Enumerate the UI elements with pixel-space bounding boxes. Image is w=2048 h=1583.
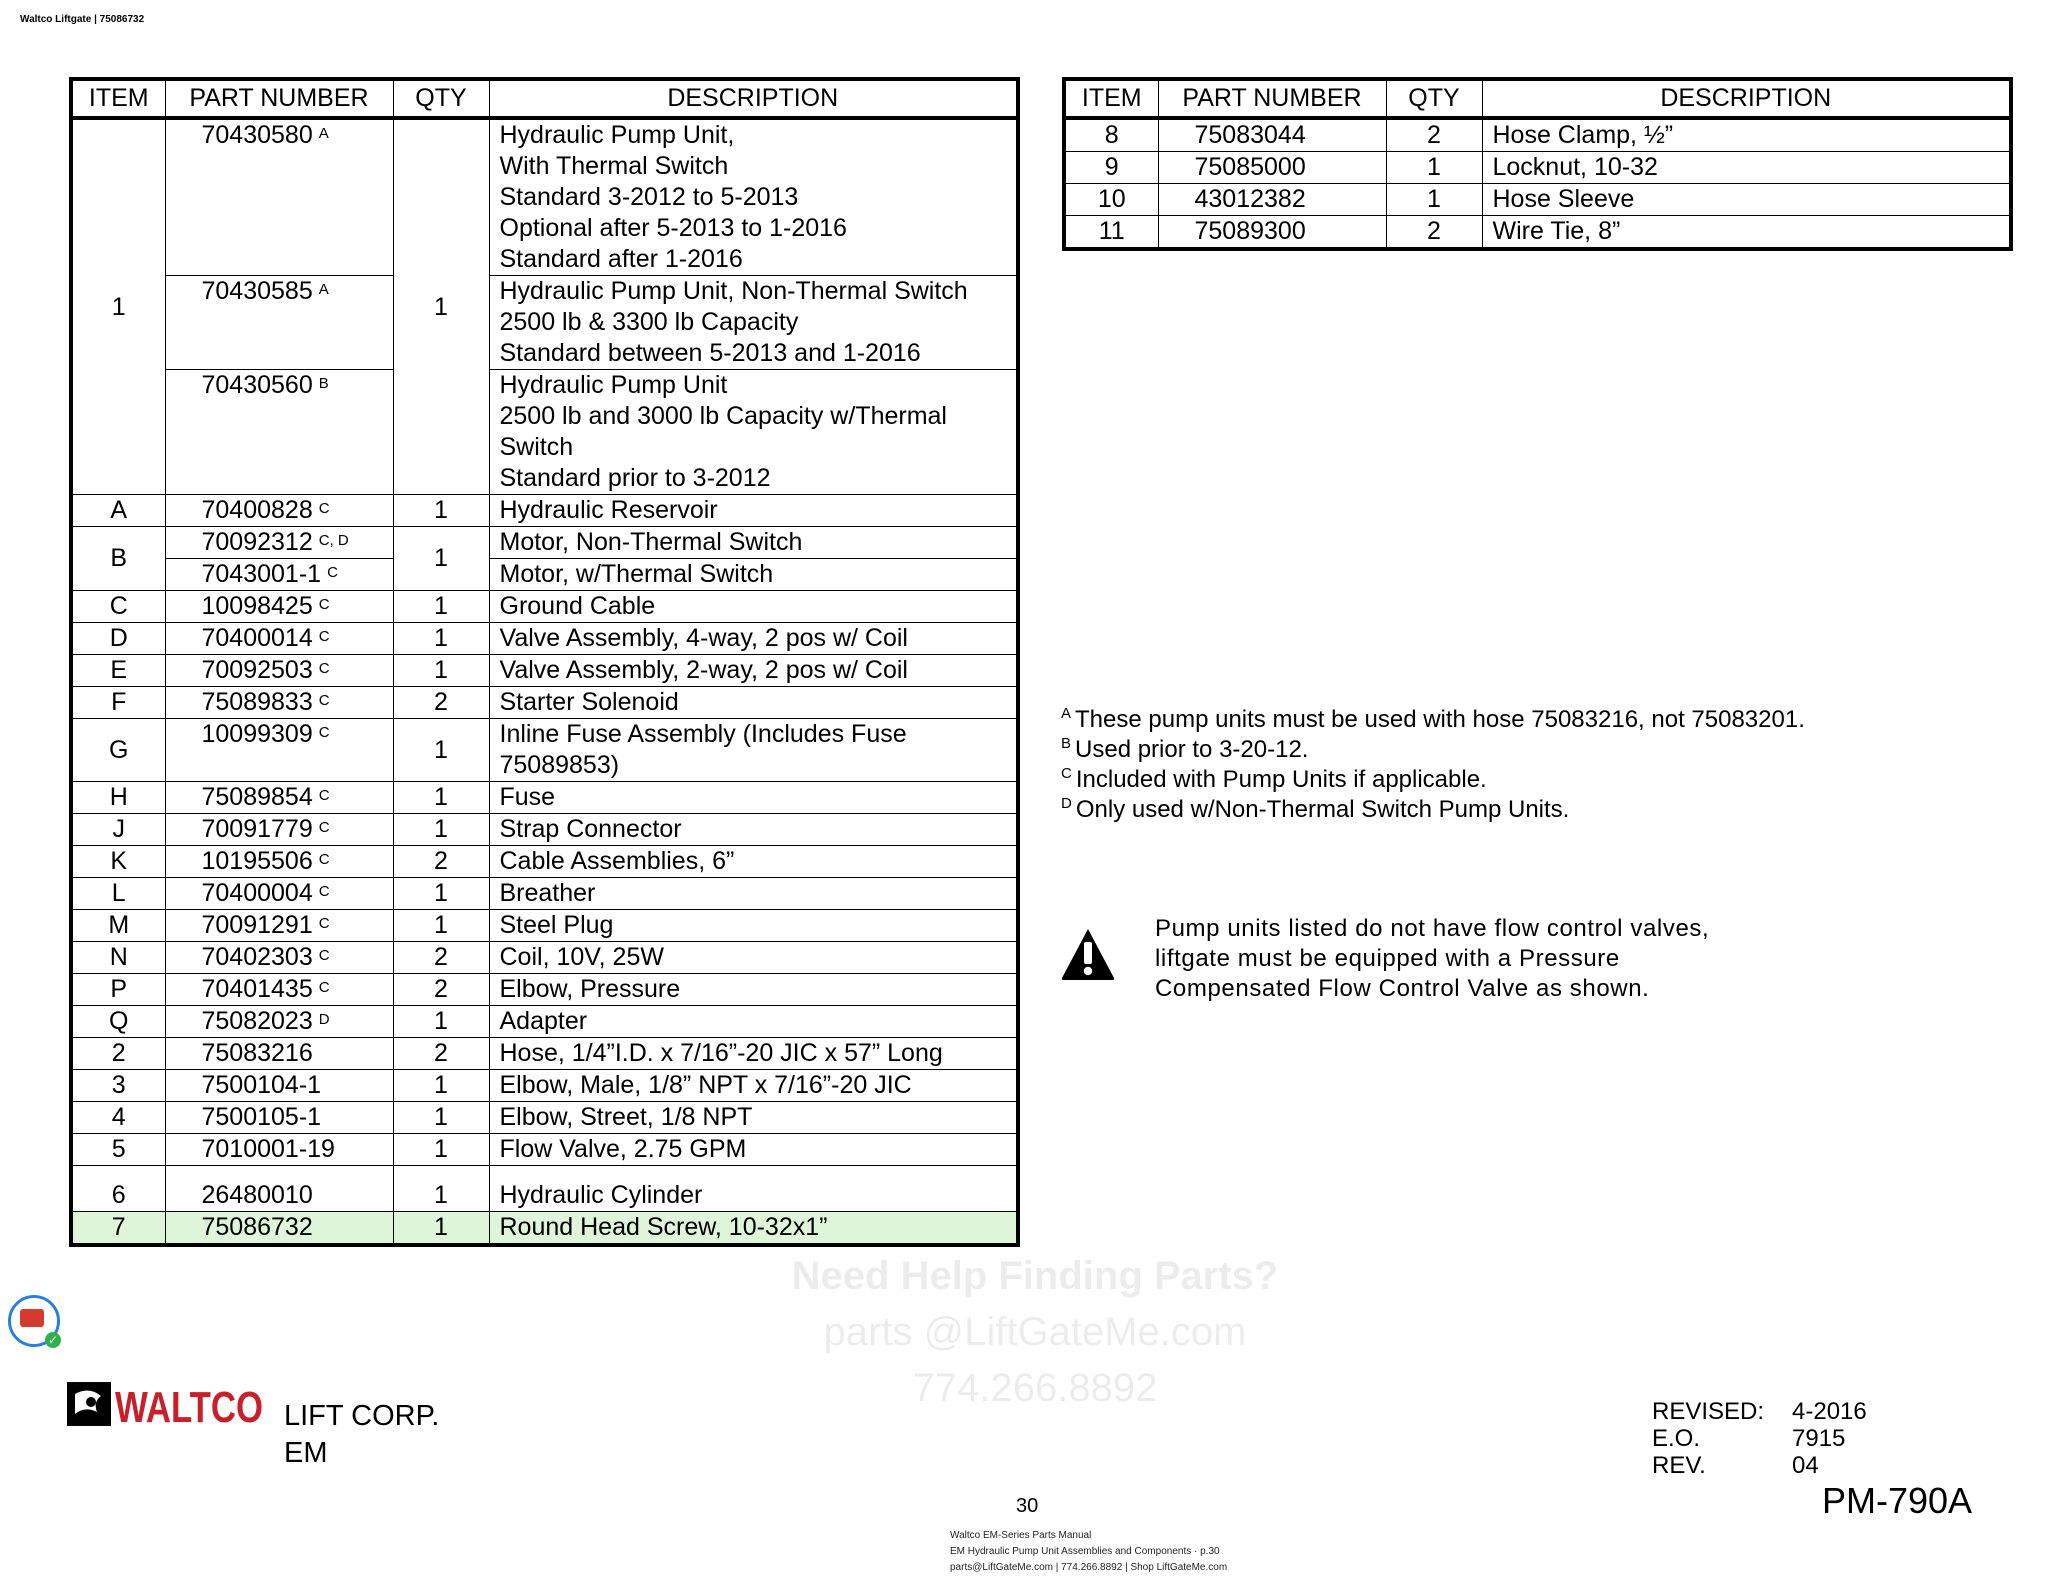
table-row (71, 1102, 1018, 1134)
item-cell: Q (71, 1006, 165, 1038)
part-number-cell: 43012382 (1158, 184, 1386, 216)
table-row (71, 782, 1018, 814)
footnote: $^D$ Only used w/Non-Thermal Switch Pump Units. (1061, 795, 1570, 823)
description-cell: Hydraulic Pump Unit, Non-Thermal Switch 2500 lb & 3300 lb Capacity Standard between 5-2013 and 1-2016 (489, 276, 1018, 370)
item-cell: 7 (71, 1212, 165, 1246)
qty-cell: 1 (393, 719, 489, 782)
watermark: Need Help Finding Parts? parts @LiftGateMe.com 774.266.8892 (791, 1254, 1279, 1410)
table-row (71, 942, 1018, 974)
check-icon: ✓ (45, 1332, 61, 1348)
qty-cell: 2 (1386, 216, 1482, 250)
description-cell: Coil, 10V, 25W (489, 942, 1018, 974)
part-number-cell: 7043001-1 $^C$ (165, 559, 393, 591)
revision-block (1652, 1398, 1867, 1479)
company-line-2: EM (284, 1437, 328, 1469)
description-cell: Locknut, 10-32 (1482, 152, 2011, 184)
qty-cell: 1 (393, 1166, 489, 1212)
footer (950, 1528, 1227, 1576)
part-number-cell: 70430560 $^B$ (165, 370, 393, 495)
table-header-row (1064, 79, 2011, 118)
table-row (71, 527, 1018, 559)
part-number-cell: 70430585 $^A$ (165, 276, 393, 370)
item-cell: 1 (71, 118, 165, 495)
item-cell: M (71, 910, 165, 942)
description-cell: Hydraulic Reservoir (489, 495, 1018, 527)
part-number-cell: 7500104-1 (165, 1070, 393, 1102)
column-header-qty: QTY (393, 79, 489, 118)
description-cell: Elbow, Pressure (489, 974, 1018, 1006)
part-number-cell: 70400014 $^C$ (165, 623, 393, 655)
warning-text: Pump units listed do not have flow control valves, liftgate must be equipped with a Pressure Compensated Flow Control Valve as shown. (1155, 915, 1710, 1002)
document-header-title: Waltco Liftgate | 75086732 (20, 14, 145, 25)
table-row (71, 623, 1018, 655)
qty-cell: 2 (393, 974, 489, 1006)
footnote: $^A$ These pump units must be used with hose 75083216, not 75083201. (1061, 705, 1805, 733)
part-number-cell: 70430580 $^A$ (165, 118, 393, 276)
qty-cell: 1 (393, 1102, 489, 1134)
item-cell: 6 (71, 1166, 165, 1212)
footnote: $^B$ Used prior to 3-20-12. (1061, 735, 1309, 763)
qty-cell: 2 (393, 846, 489, 878)
qty-cell: 2 (393, 1038, 489, 1070)
qty-cell: 1 (393, 623, 489, 655)
footer-line-1: Waltco EM-Series Parts Manual (950, 1530, 1092, 1541)
table-row (71, 910, 1018, 942)
table-row (71, 974, 1018, 1006)
item-cell: 8 (1064, 118, 1158, 152)
description-cell: Motor, w/Thermal Switch (489, 559, 1018, 591)
table-row (71, 370, 1018, 495)
column-header-item: ITEM (71, 79, 165, 118)
table-row (71, 655, 1018, 687)
table-row (71, 687, 1018, 719)
part-number-cell: 75089854 $^C$ (165, 782, 393, 814)
description-cell: Hydraulic Pump Unit, With Thermal Switch Standard 3-2012 to 5-2013 Optional after 5-2013 to 1-2016 Standard after 1-2016 (489, 118, 1018, 276)
part-number-cell: 70091291 $^C$ (165, 910, 393, 942)
table-row (71, 1070, 1018, 1102)
description-cell: Wire Tie, 8” (1482, 216, 2011, 250)
part-number-cell: 10098425 $^C$ (165, 591, 393, 623)
item-cell: L (71, 878, 165, 910)
qty-cell: 2 (1386, 118, 1482, 152)
qty-cell: 2 (393, 942, 489, 974)
description-cell: Elbow, Male, 1/8” NPT x 7/16”-20 JIC (489, 1070, 1018, 1102)
item-cell: P (71, 974, 165, 1006)
part-number-cell: 70401435 $^C$ (165, 974, 393, 1006)
table-row (1064, 152, 2011, 184)
svg-text:WALTCO: WALTCO (115, 1383, 263, 1432)
footer-line-2: EM Hydraulic Pump Unit Assemblies and Components · p.30 (950, 1546, 1220, 1557)
item-cell: E (71, 655, 165, 687)
part-number-cell: 75086732 (165, 1212, 393, 1246)
right-parts-table (1062, 77, 2013, 251)
eo-label: E.O. (1652, 1425, 1701, 1452)
qty-cell: 1 (1386, 184, 1482, 216)
footnotes (1061, 705, 1805, 825)
page-number: 30 (1016, 1495, 1039, 1517)
qty-cell: 1 (393, 1212, 489, 1246)
waltco-logo (67, 1380, 263, 1432)
description-cell: Hose Clamp, ½” (1482, 118, 2011, 152)
description-cell: Ground Cable (489, 591, 1018, 623)
item-cell: 3 (71, 1070, 165, 1102)
part-number-cell: 70092312 $^{C, D}$ (165, 527, 393, 559)
parts-helper-badge-icon[interactable] (8, 1295, 60, 1347)
part-number-cell: 75085000 (1158, 152, 1386, 184)
qty-cell: 1 (393, 814, 489, 846)
part-number-cell: 70091779 $^C$ (165, 814, 393, 846)
table-row (71, 1212, 1018, 1246)
column-header-description: DESCRIPTION (489, 79, 1018, 118)
company-line-1: LIFT CORP. (284, 1400, 440, 1432)
description-cell: Hose Sleeve (1482, 184, 2011, 216)
part-number-cell: 75083216 (165, 1038, 393, 1070)
column-header-item: ITEM (1064, 79, 1158, 118)
table-row (71, 495, 1018, 527)
item-cell: C (71, 591, 165, 623)
qty-cell: 2 (393, 687, 489, 719)
table-row (1064, 184, 2011, 216)
description-cell: Strap Connector (489, 814, 1018, 846)
description-cell: Inline Fuse Assembly (Includes Fuse 75089853) (489, 719, 1018, 782)
description-cell: Valve Assembly, 2-way, 2 pos w/ Coil (489, 655, 1018, 687)
revised-label: REVISED: (1652, 1398, 1765, 1425)
table-row (71, 1134, 1018, 1166)
column-header-part-number: PART NUMBER (165, 79, 393, 118)
column-header-description: DESCRIPTION (1482, 79, 2011, 118)
part-number-cell: 75083044 (1158, 118, 1386, 152)
table-row (71, 118, 1018, 276)
description-cell: Flow Valve, 2.75 GPM (489, 1134, 1018, 1166)
description-cell: Valve Assembly, 4-way, 2 pos w/ Coil (489, 623, 1018, 655)
rev-value: 04 (1792, 1452, 1819, 1479)
part-number-cell: 75089833 $^C$ (165, 687, 393, 719)
description-cell: Steel Plug (489, 910, 1018, 942)
table-row (71, 559, 1018, 591)
qty-cell: 1 (393, 118, 489, 495)
table-row (71, 591, 1018, 623)
description-cell: Adapter (489, 1006, 1018, 1038)
part-number-cell: 7010001-19 (165, 1134, 393, 1166)
item-cell: A (71, 495, 165, 527)
table-row (1064, 216, 2011, 250)
item-cell: 11 (1064, 216, 1158, 250)
qty-cell: 1 (393, 878, 489, 910)
part-number-cell: 70400004 $^C$ (165, 878, 393, 910)
part-number-cell: 75082023 $^D$ (165, 1006, 393, 1038)
part-number-cell: 70402303 $^C$ (165, 942, 393, 974)
item-cell: D (71, 623, 165, 655)
item-cell: K (71, 846, 165, 878)
qty-cell: 1 (393, 1134, 489, 1166)
part-number-cell: 10099309 $^C$ (165, 719, 393, 782)
item-cell: H (71, 782, 165, 814)
description-cell: Round Head Screw, 10-32x1” (489, 1212, 1018, 1246)
qty-cell: 1 (393, 1006, 489, 1038)
eo-value: 7915 (1792, 1425, 1846, 1452)
table-row (71, 846, 1018, 878)
table-row (71, 719, 1018, 782)
table-header-row (71, 79, 1018, 118)
description-cell: Hydraulic Pump Unit 2500 lb and 3000 lb Capacity w/Thermal Switch Standard prior to 3-2012 (489, 370, 1018, 495)
qty-cell: 1 (393, 910, 489, 942)
footer-line-3: parts@LiftGateMe.com | 774.266.8892 | Shop LiftGateMe.com (950, 1562, 1228, 1573)
column-header-part-number: PART NUMBER (1158, 79, 1386, 118)
warning-triangle-icon (1059, 926, 1117, 982)
item-cell: 10 (1064, 184, 1158, 216)
truck-icon (20, 1309, 44, 1327)
item-cell: 9 (1064, 152, 1158, 184)
qty-cell: 1 (393, 591, 489, 623)
table-row (71, 814, 1018, 846)
description-cell: Hydraulic Cylinder (489, 1166, 1018, 1212)
table-row (71, 276, 1018, 370)
qty-cell: 1 (393, 655, 489, 687)
description-cell: Cable Assemblies, 6” (489, 846, 1018, 878)
item-cell: 5 (71, 1134, 165, 1166)
table-row (71, 1166, 1018, 1212)
qty-cell: 1 (393, 1070, 489, 1102)
description-cell: Fuse (489, 782, 1018, 814)
item-cell: J (71, 814, 165, 846)
company-name (284, 1398, 439, 1472)
footnote: $^C$ Included with Pump Units if applicable. (1061, 765, 1487, 793)
table-row (71, 1038, 1018, 1070)
item-cell: G (71, 719, 165, 782)
item-cell: 4 (71, 1102, 165, 1134)
qty-cell: 1 (393, 495, 489, 527)
item-cell: 2 (71, 1038, 165, 1070)
part-number-cell: 7500105-1 (165, 1102, 393, 1134)
revised-value: 4-2016 (1792, 1398, 1867, 1425)
table-row (71, 1006, 1018, 1038)
description-cell: Hose, 1/4”I.D. x 7/16”-20 JIC x 57” Long (489, 1038, 1018, 1070)
item-cell: N (71, 942, 165, 974)
table-row (1064, 118, 2011, 152)
description-cell: Motor, Non-Thermal Switch (489, 527, 1018, 559)
part-number-cell: 75089300 (1158, 216, 1386, 250)
qty-cell: 1 (393, 527, 489, 591)
item-cell: F (71, 687, 165, 719)
document-number: PM-790A (1822, 1480, 1973, 1521)
qty-cell: 1 (393, 782, 489, 814)
left-parts-table (69, 77, 1020, 1247)
rev-label: REV. (1652, 1452, 1706, 1479)
description-cell: Elbow, Street, 1/8 NPT (489, 1102, 1018, 1134)
description-cell: Starter Solenoid (489, 687, 1018, 719)
qty-cell: 1 (1386, 152, 1482, 184)
part-number-cell: 10195506 $^C$ (165, 846, 393, 878)
table-row (71, 878, 1018, 910)
part-number-cell: 70400828 $^C$ (165, 495, 393, 527)
part-number-cell: 70092503 $^C$ (165, 655, 393, 687)
part-number-cell: 26480010 (165, 1166, 393, 1212)
description-cell: Breather (489, 878, 1018, 910)
column-header-qty: QTY (1386, 79, 1482, 118)
item-cell: B (71, 527, 165, 591)
